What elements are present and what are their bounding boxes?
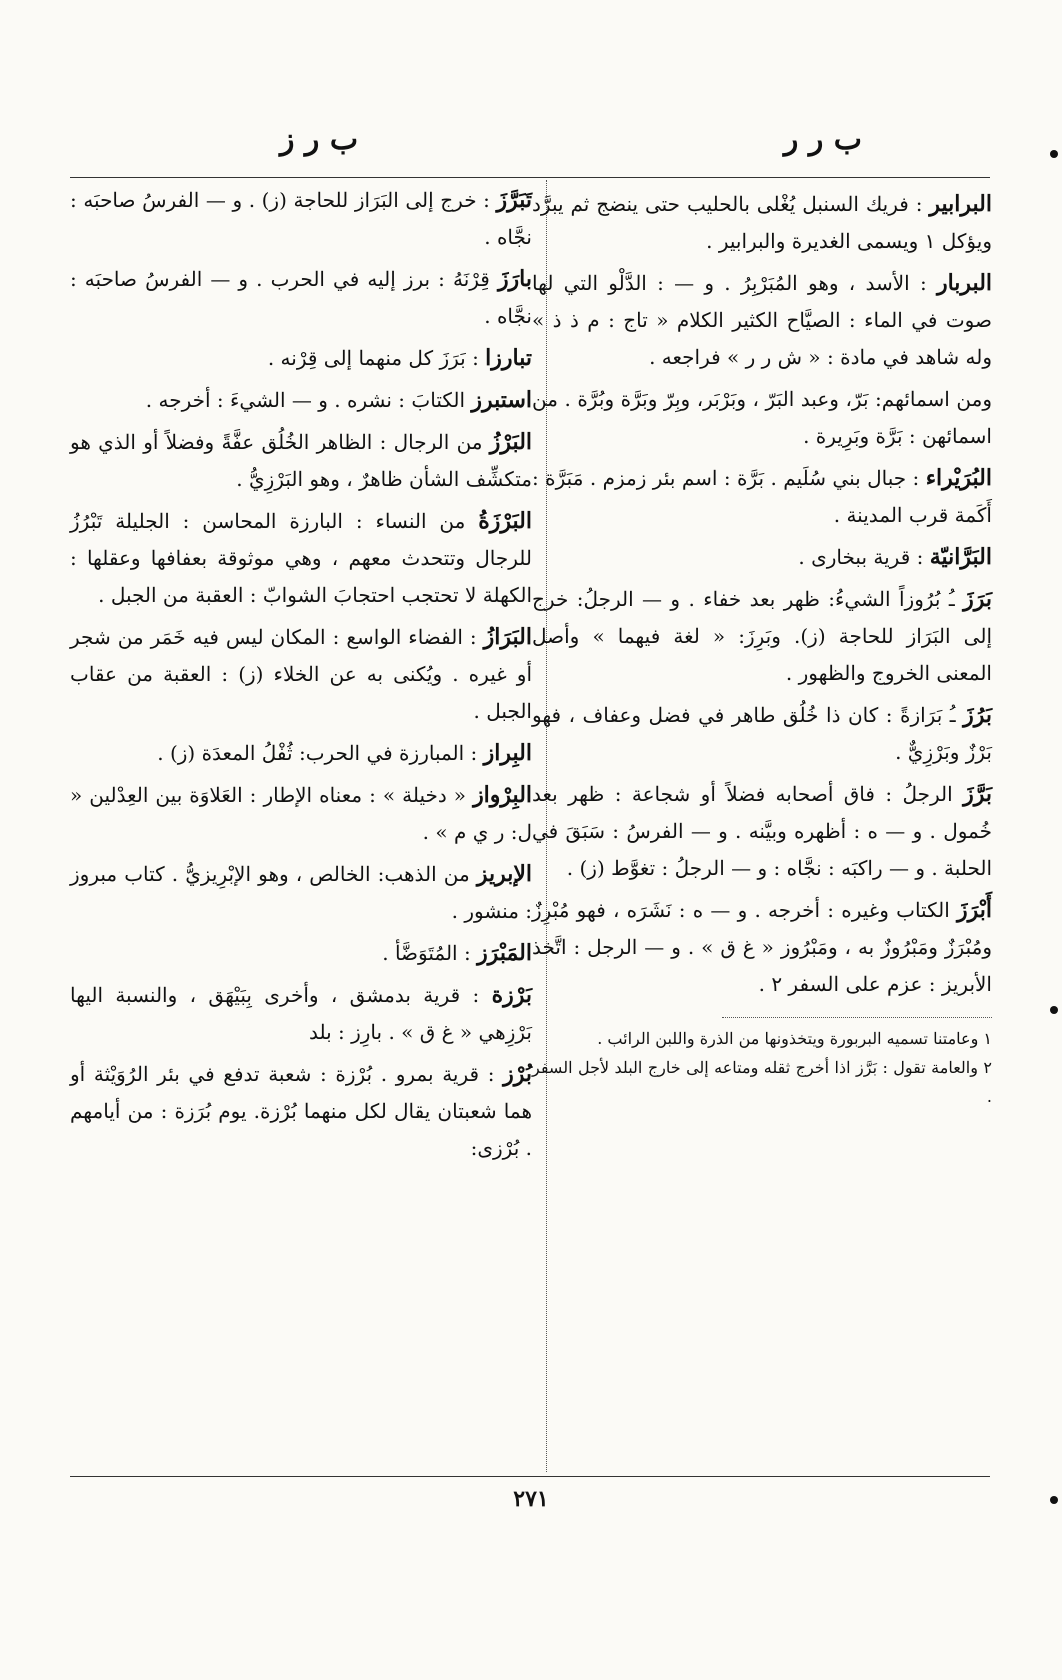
definition-text: ـُ بَرَازةً : كان ذا خُلُق طاهر في فضل وعفاف ، فهو بَرْزٌ وبَرْزِيٌّ . [532, 703, 992, 764]
top-rule [70, 177, 990, 178]
headword: البَرَازُ [483, 624, 532, 650]
definition-text: ـُ بُرُوزاً الشيءُ: ظهر بعد خفاء . و — الرجلُ: خرج إلى البَرَاز للحاجة (ز). وبَرِزَ: « لغة فيهما » وأصل المعنى الخروج والظهور . [532, 587, 992, 685]
dictionary-entry [532, 381, 992, 455]
definition-text: : قرية بمرو . بُرْزة : شعبة تدفع في بئر الرُوَيْثة أو هما شعبتان يقال لكل منهما بُرْزة. يوم بُرَزة : من أيامهم . بُرْزى: [70, 1062, 532, 1160]
definition-text: « دخيلة » : معناه الإطار : العَلاوَة بين العِدْلين « ل: ر ي م » . [70, 783, 532, 844]
definition-text: : قرية ببخارى . [798, 545, 924, 569]
definition-text: : المبارزة في الحرب: ثُفْلُ المعدَة (ز) . [157, 741, 478, 765]
definition-text: الكتاب وغيره : أخرجه . و — ه : نَشَرَه ، فهو مُبْرِزٌ ومُبْرَزٌ ومَبْرُوزٌ به ، ومَبْرُوز « غ ق » . و — الرجل : اتَّخذ الأبريز : عزم على السفر ٢ . [532, 898, 992, 996]
dictionary-entry [70, 503, 532, 614]
definition-text: من الرجال : الظاهر الخُلُق عفَّةً وفضلاً أو الذي هو متكشِّف الشأن ظاهرٌ ، وهو البَرْزِيُّ . [70, 430, 532, 491]
dictionary-entry [532, 776, 992, 887]
dictionary-entry [70, 182, 532, 256]
dictionary-entry [70, 777, 532, 851]
dictionary-entry [70, 977, 532, 1051]
dictionary-entry [70, 856, 532, 930]
headword: المَبْرَز [477, 940, 532, 966]
dictionary-entry [70, 1056, 532, 1167]
margin-mark [1050, 1496, 1058, 1504]
definition-text: : خرج إلى البَرَاز للحاجة (ز) . و — الفرسُ صاحبَه : نجَّاه . [70, 188, 532, 249]
dictionary-entry [70, 424, 532, 498]
definition-text: : فريك السنبل يُغْلى بالحليب حتى ينضج ثم يبرَّد ويؤكل ١ ويسمى الغديرة والبرابير . [532, 192, 992, 253]
headword: البَرْزَةُ [478, 508, 532, 534]
page-number: ٢٧١ [513, 1486, 549, 1512]
definition-text: الرجلُ : فاق أصحابه فضلاً أو شجاعة : ظهر بعد خُمول . و — ه : أظهره وبيَّنه . و — الفرسُ : سَبَقَ في الحلبة . و — راكبَه : نجَّاه : و — الرجلُ : تغوَّط (ز) . [532, 782, 992, 880]
dictionary-entry [532, 539, 992, 576]
headword: تبارزا [485, 345, 532, 371]
headword: بَرَزَ [963, 586, 993, 612]
definition-text: الكتابَ : نشره . و — الشيءَ : أخرجه . [145, 388, 466, 412]
dictionary-entry [532, 186, 992, 260]
running-head-right: ب ر ر [783, 122, 862, 157]
dictionary-entry [70, 735, 532, 772]
headword: البِراز [483, 740, 532, 766]
headword: أَبْرَزَ [957, 897, 992, 923]
headword: بُرْز [503, 1061, 532, 1087]
definition-text: من الذهب: الخالص ، وهو الإبْرِيزيُّ . كتاب مبروز : منشور . [70, 862, 532, 923]
headword: بَرْزة [491, 982, 533, 1008]
right-column [532, 186, 992, 1111]
headword: البَرَّانيّة [929, 544, 992, 570]
headword: بارَزَ [497, 266, 533, 292]
footnote-separator [722, 1017, 992, 1018]
dictionary-entry [70, 340, 532, 377]
dictionary-entry [532, 265, 992, 376]
running-head-left: ب ر ز [280, 122, 359, 157]
headword: بَرُزَ [963, 702, 992, 728]
definition-text: ومن اسمائهم: بَرّ، وعبد البَرّ ، وبَرْبَر، وبِرّ وبَرَّة وبُرَّة . من اسمائهن : بَرَّة وبَرِيرة . [532, 387, 992, 448]
definition-text: : قرية بدمشق ، وأخرى بِبَيْهَق ، والنسبة اليها بَرْزِهي « غ ق » . بارِز : بلد [70, 983, 532, 1044]
headword: استبرز [471, 387, 532, 413]
headword: البَرْزُ [489, 429, 533, 455]
dictionary-entry [532, 460, 992, 534]
left-column [70, 182, 532, 1172]
footnote: ٢ والعامة تقول : بَرَّز اذا أخرج ثقله ومتاعه إلى خارج البلد لأجل السفر . [532, 1058, 992, 1106]
definition-text: : الفضاء الواسع : المكان ليس فيه خَمَر من شجر أو غيره . ويُكنى به عن الخلاء (ز) : العقبة من عقاب الجبل . [70, 625, 532, 723]
headword: الإبريز [476, 861, 532, 887]
definition-text: قِرْنَهُ : برز إليه في الحرب . و — الفرسُ صاحبَه : نجَّاه . [70, 267, 532, 328]
margin-mark [1050, 1006, 1058, 1014]
definition-text: : الأسد ، وهو المُبَرْبِرُ . و — : الدَّلْو التي لها صوت في الماء : الصيَّاح الكثير الكلام « تاج : م ذ ذ » وله شاهد في مادة : « ش ر ر » فراجعه . [532, 271, 992, 369]
headword: البُرَيْراء [925, 465, 992, 491]
footnote: ١ وعامتنا تسميه البربورة ويتخذونها من الذرة واللبن الرائب . [597, 1029, 992, 1048]
headword: البرابير [929, 191, 992, 217]
definition-text: من النساء : البارزة المحاسن : الجليلة تَبْرُزُ للرجال وتتحدث معهم ، وهي موثوقة بعفافها وعقلها : الكهلة لا تحتجب احتجابَ الشوابّ : العقبة من الجبل . [70, 509, 532, 607]
margin-mark [1050, 150, 1058, 158]
definition-text: : بَرَزَ كل منهما إلى قِرْنه . [267, 346, 479, 370]
dictionary-entry [70, 382, 532, 419]
headword: البربار [936, 270, 993, 296]
dictionary-entry [70, 261, 532, 335]
definition-text: : جبال بني سُلَيم . بَرَّة : اسم بئر زمزم . مَبَرَّة : أَكَمة قرب المدينة . [532, 466, 992, 527]
dictionary-entry [532, 581, 992, 692]
headword: تَبَرَّزَ [496, 187, 532, 213]
definition-text: : المُتَوَضَّأ . [382, 941, 471, 965]
dictionary-entry [532, 697, 992, 771]
headword: البِرْواز [473, 782, 533, 808]
dictionary-entry [70, 619, 532, 730]
headword: بَرَّزَ [963, 781, 993, 807]
dictionary-entry [70, 935, 532, 972]
dictionary-entry [532, 892, 992, 1003]
bottom-rule [70, 1476, 990, 1477]
